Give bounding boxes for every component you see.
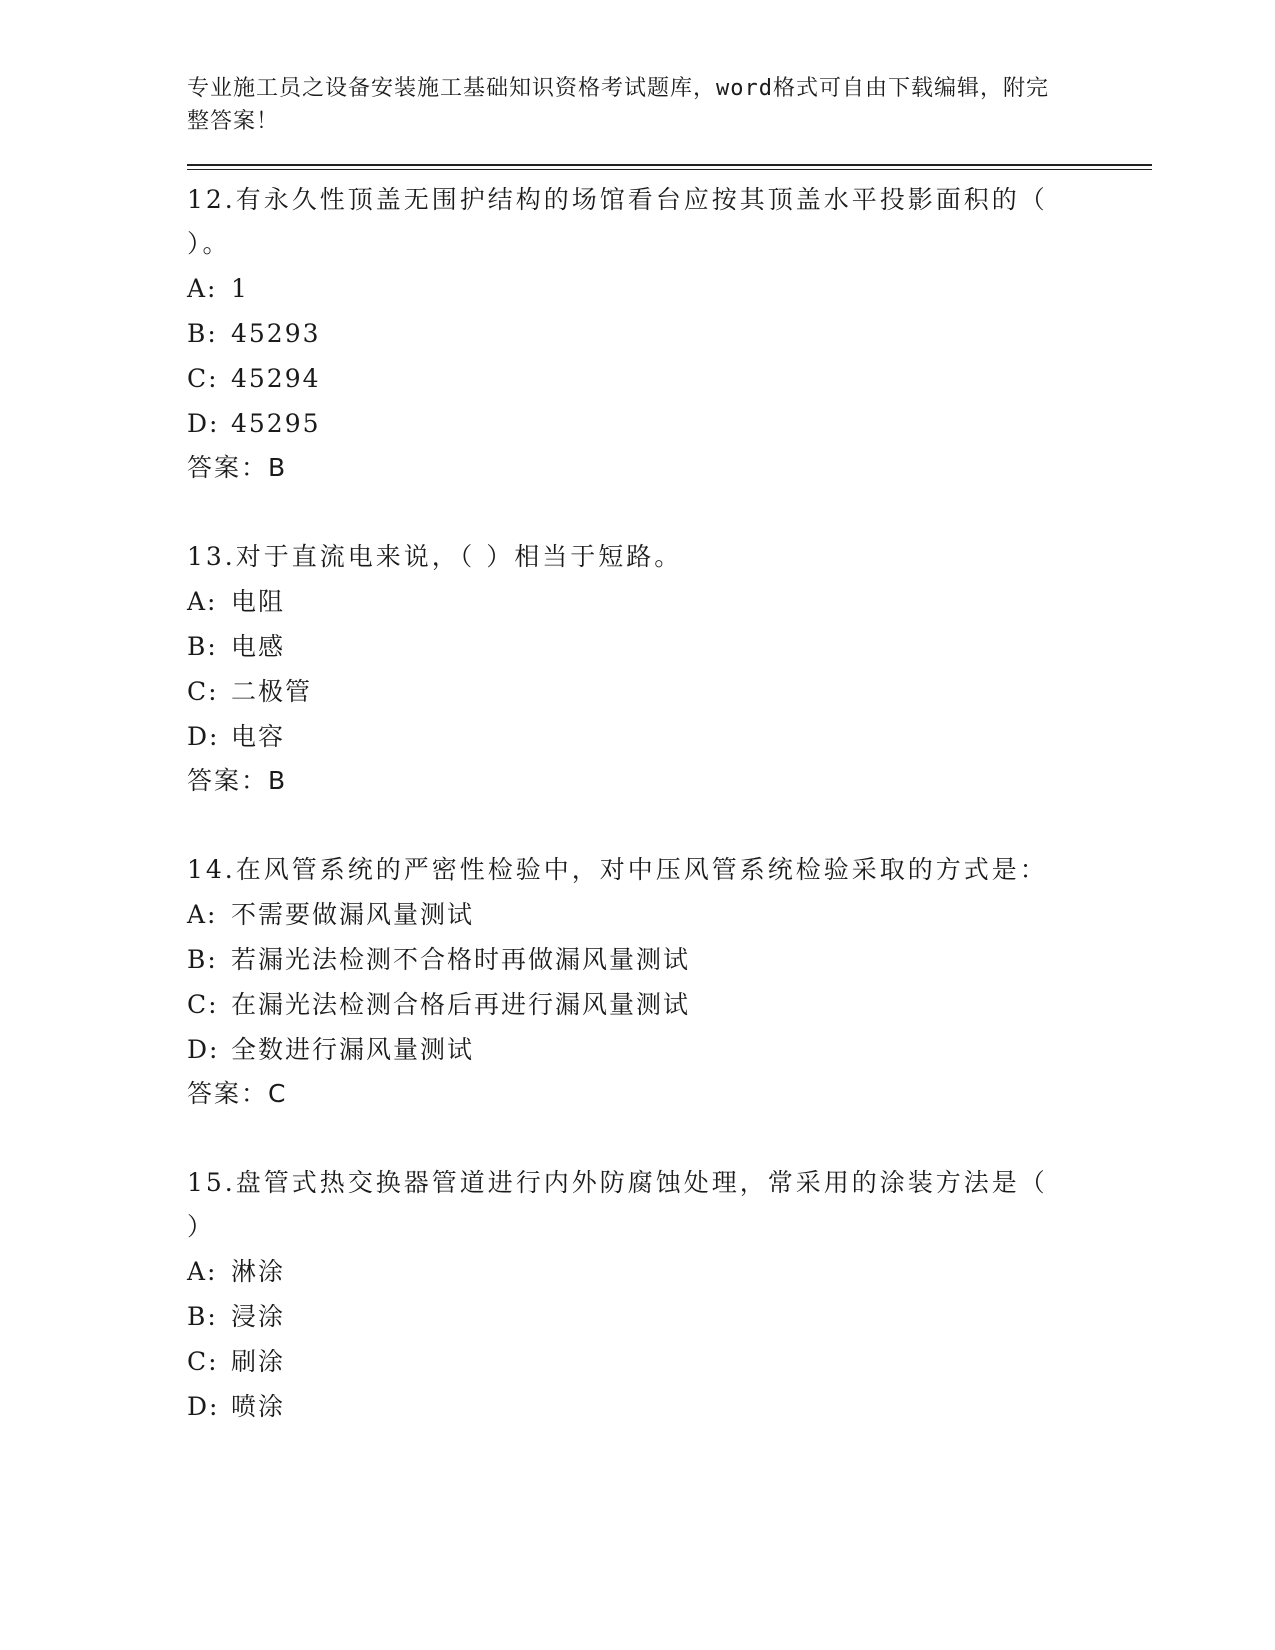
option-c (187, 669, 1152, 714)
option-letter: D: (187, 409, 220, 438)
question-text: 12.有永久性顶盖无围护结构的场馆看台应按其顶盖水平投影面积的（ ）。 (187, 185, 1048, 258)
answer-line: 答案：B (187, 453, 288, 482)
option-text: 在漏光法检测合格后再进行漏风量测试 (231, 990, 691, 1019)
option-text: 45293 (231, 319, 321, 348)
option-text: 电容 (231, 722, 286, 751)
option-text: 浸涂 (231, 1302, 286, 1331)
option-b (187, 624, 1152, 669)
option-text: 45294 (231, 364, 321, 393)
answer-line: 答案：C (187, 1079, 288, 1108)
option-letter: C: (187, 1347, 219, 1376)
question-text: 15.盘管式热交换器管道进行内外防腐蚀处理，常采用的涂装方法是（ ） (187, 1168, 1048, 1241)
option-text: 45295 (231, 409, 321, 438)
question-15 (187, 1161, 1152, 1429)
question-text: 14.在风管系统的严密性检验中，对中压风管系统检验采取的方式是： (187, 855, 1048, 884)
option-c (187, 982, 1152, 1027)
option-letter: C: (187, 677, 219, 706)
option-letter: C: (187, 364, 219, 393)
option-d (187, 1384, 1152, 1429)
option-letter: B: (187, 1302, 218, 1331)
option-letter: B: (187, 632, 218, 661)
option-letter: D: (187, 1035, 220, 1064)
question-13 (187, 535, 1152, 803)
option-text: 喷涂 (231, 1392, 286, 1421)
option-text: 刷涂 (231, 1347, 286, 1376)
option-text: 1 (231, 274, 249, 303)
option-text: 淋涂 (231, 1257, 286, 1286)
option-b (187, 1294, 1152, 1339)
option-a (187, 266, 1152, 311)
option-text: 不需要做漏风量测试 (231, 900, 475, 929)
option-text: 二极管 (231, 677, 313, 706)
option-letter: A: (187, 1257, 218, 1286)
option-a (187, 1249, 1152, 1294)
option-letter: B: (187, 945, 218, 974)
option-d (187, 401, 1152, 446)
answer-line: 答案：B (187, 766, 288, 795)
option-letter: C: (187, 990, 219, 1019)
option-d (187, 714, 1152, 759)
option-letter: D: (187, 722, 220, 751)
spacer (187, 803, 1152, 848)
option-c (187, 1339, 1152, 1384)
option-text: 电感 (231, 632, 286, 661)
option-letter: A: (187, 587, 218, 616)
question-text: 13.对于直流电来说，（ ）相当于短路。 (187, 542, 683, 571)
option-b (187, 311, 1152, 356)
option-letter: A: (187, 900, 218, 929)
document-header: 专业施工员之设备安装施工基础知识资格考试题库，word格式可自由下载编辑，附完整答案！ (187, 76, 1049, 134)
option-letter: B: (187, 319, 218, 348)
option-letter: A: (187, 274, 218, 303)
spacer (187, 490, 1152, 535)
spacer (187, 1116, 1152, 1161)
option-c (187, 356, 1152, 401)
option-letter: D: (187, 1392, 220, 1421)
question-12 (187, 178, 1152, 490)
option-a (187, 892, 1152, 937)
option-a (187, 579, 1152, 624)
document-page (187, 72, 1152, 1429)
option-b (187, 937, 1152, 982)
header-divider (187, 164, 1152, 170)
option-d (187, 1027, 1152, 1072)
option-text: 全数进行漏风量测试 (231, 1035, 475, 1064)
question-14 (187, 848, 1152, 1116)
option-text: 若漏光法检测不合格时再做漏风量测试 (231, 945, 691, 974)
option-text: 电阻 (231, 587, 286, 616)
